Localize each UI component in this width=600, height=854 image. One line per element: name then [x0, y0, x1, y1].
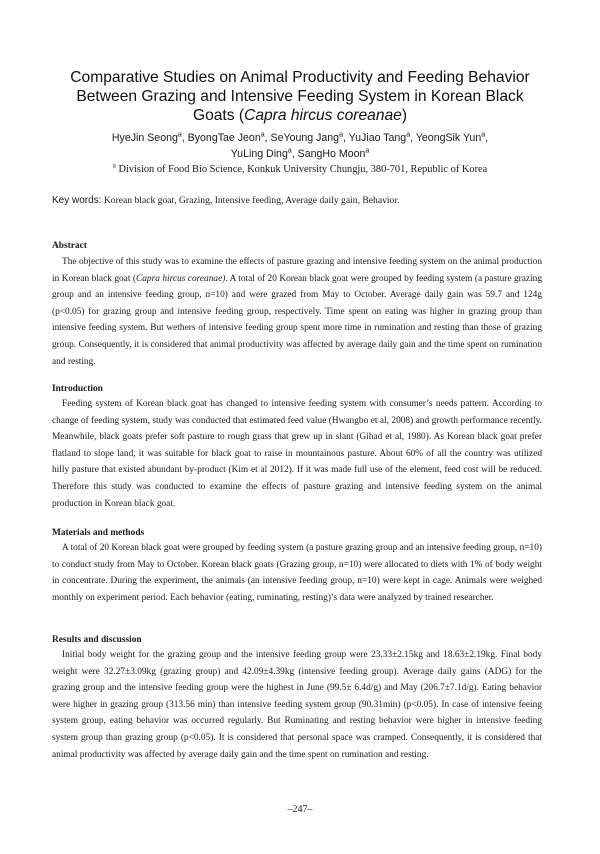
results-body: Initial body weight for the grazing group and the intensive feeding group were 23.33±2.15kg and 18.63±2.19kg. Final body weight were 32.27±3.09kg (grazing group) and 42.09±4.39kg (intensive feeding group). Average daily gains (ADG) for the grazing group and the intensive feeding group were the highest in June (99.5± 6.4d/g) and May (206.7±7.1d/g). Eating behavior were higher in grazing group (313.56 min) than intensive feeding system group (90.31min) (p<0.05). In case of intensive feeing system group, eating behavior was occurred regularly. But Ruminating and resting behavior were higher in intensive feeding system group than grazing group (p<0.05). It is considered that personal space was cramped. Consequently, it is considered that animal productivity was affected by average daily gain and the time spent on rumination and resting.: [52, 650, 542, 760]
keywords: [52, 194, 552, 208]
author-line-1: HyeJin Seong$^a$, ByongTae Jeon$^a$, SeYoung Jang$^a$, YuJiao Tang$^a$, YeongSik Yun$^a$,: [111, 131, 489, 144]
keywords-label: Key words:: [52, 195, 102, 206]
abstract-body: The objective of this study was to examine the effects of pasture grazing and intensive feeding system on the animal production in Korean black goat (Capra hircus coreanae). A total of 20 Korean black goat were grouped by feeding system (a pasture grazing group and an intensive feeding group, n=10) and were grazed from May to October. Average daily gain was 59.7 and 124g (p<0.05) for grazing group and intensive feeding group, respectively. Time spent on eating was higher in grazing group than intensive feeding system. But wethers of intensive feeding group spent more time in rumination and resting than those of grazing group. Consequently, it is considered that animal productivity was affected by average daily gain and the time spent on rumination and resting.: [52, 257, 542, 367]
methods-body: A total of 20 Korean black goat were grouped by feeding system (a pasture grazing group and an intensive feeding group, n=10) to conduct study from May to October. Korean black goats (Grazing group, n=10) were allocated to diets with 1% of body weight in concentrate. During the experiment, the animals (an intensive feeding group, n=10) were kept in cage. Animals were weighed monthly on experiment period. Each behavior (eating, ruminating, resting)’s data were analyzed by trained researcher.: [52, 543, 542, 603]
abstract-heading: Abstract: [52, 241, 87, 251]
author: SangHo Moon: [297, 148, 366, 160]
author-list: [40, 130, 560, 162]
keywords-text: Korean black goat, Grazing, Intensive feeding, Average daily gain, Behavior.: [103, 195, 400, 206]
affiliation: $^a$ Division of Food Bio Science, Konkuk University Chungju, 380-701, Republic of Korea: [112, 161, 488, 175]
title-line-1: Comparative Studies on Animal Productivity and Feeding Behavior: [70, 69, 530, 86]
author: YuLing Ding: [230, 148, 288, 160]
title-line-3: Goats (Capra hircus coreanae): [192, 107, 408, 124]
author: ByongTae Jeon: [187, 132, 261, 144]
author: SeYoung Jang: [270, 132, 340, 144]
introduction-heading: Introduction: [52, 384, 103, 394]
introduction-body: Feeding system of Korean black goat has changed to intensive feeding system with consumer’s needs pattern. According to change of feeding system, study was conducted that estimated feed value (Hwangbo et al, 2008) and growth performance recently. Meanwhile, black goats prefer soft pasture to rough grass that grew up in slant (Gihad et al, 1980). As Korean black goat prefer flatland to slope land, it was suitable for black goat to raise in mountainous pasture. About 60% of all the country was utilized hilly pasture that existed abundant by-product (Kim et al 2012). If it was made full use of the element, feed cost will be reduced. Therefore this study was conducted to examine the effects of pasture grazing and intensive feeding system on the animal production in Korean black goat.: [52, 399, 542, 509]
author: HyeJin Seong: [111, 132, 178, 144]
title-line-2: Between Grazing and Intensive Feeding System in Korean Black: [76, 88, 524, 105]
page-number: –247–: [287, 804, 313, 815]
author-line-2: YuLing Ding$^a$, SangHo Moon$^a$: [230, 147, 370, 160]
results-heading: Results and discussion: [52, 635, 142, 645]
methods-heading: Materials and methods: [52, 528, 145, 538]
author: YeongSik Yun: [415, 132, 482, 144]
paper-title: [40, 68, 560, 125]
author: YuJiao Tang: [348, 132, 407, 144]
species-name: Capra hircus coreanae: [244, 107, 402, 124]
